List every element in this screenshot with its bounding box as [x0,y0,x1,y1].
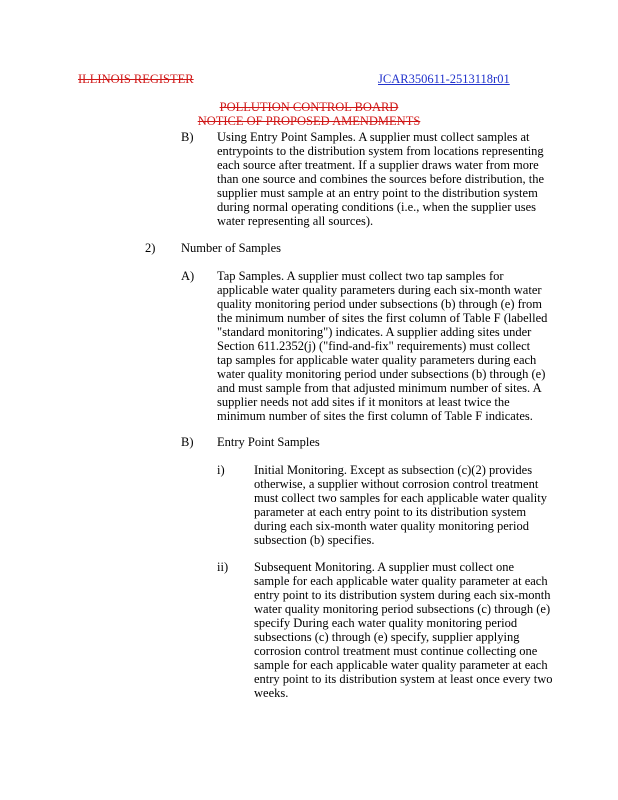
text-line: weeks. [254,686,289,700]
text-line: must collect two samples for each applicable water quality [254,491,547,505]
text-line: "standard monitoring") indicates. A supplier adding sites under [217,325,532,339]
text-line: supplier needs not add sites if it monitors at least twice the [217,395,510,409]
text-line: specify During each water quality monitoring period [254,616,518,630]
text-line: minimum number of sites the first column of Table F indicates. [217,409,533,423]
text-line: sample for each applicable water quality parameter at each [254,574,548,588]
text-line: during each six-month water quality monitoring period [254,519,529,533]
marker-b1: B) [181,130,194,144]
notice-title: NOTICE OF PROPOSED AMENDMENTS [197,114,421,128]
text-line: and must sample from that adjusted minimum number of sites. A [217,381,542,395]
text-line: supplier must sample at an entry point to the distribution system [217,186,538,200]
text-line: parameter at each entry point to its distribution system [254,505,527,519]
text-line: tap samples for applicable water quality parameters during each [217,353,537,367]
text-line: otherwise, a supplier without corrosion control treatment [254,477,539,491]
text-line: entrypoints to the distribution system from locations representing [217,144,544,158]
board-title: POLLUTION CONTROL BOARD [219,100,399,114]
register-header: ILLINOIS REGISTER [78,72,194,86]
text-line: sample for each applicable water quality parameter at each [254,658,548,672]
text-line: subsection (b) specifies. [254,533,375,547]
text-line: water representing all sources). [217,214,374,228]
text-line: corrosion control treatment must continue collecting one [254,644,538,658]
text-line: subsections (c) through (e) specify, supplier applying [254,630,520,644]
marker-a: A) [181,269,195,283]
document-id: JCAR350611-2513118r01 [378,72,510,86]
text-line: quality monitoring period under subsections (b) through (e) from [217,297,542,311]
text-line: water quality monitoring period under subsections (b) through (e) [217,367,546,381]
text-line: water quality monitoring period subsections (c) through (e) [254,602,551,616]
text-line: Tap Samples. A supplier must collect two tap samples for [217,269,504,283]
paragraph-initial-monitoring [254,463,547,547]
paragraph-tap-samples [217,269,547,423]
heading-entry-point-samples: Entry Point Samples [217,435,320,449]
text-line: the minimum number of sites the first column of Table F (labelled [217,311,548,325]
marker-ii: ii) [217,560,229,574]
paragraph-subsequent-monitoring [254,560,553,700]
paragraph-entry-point-samples [217,130,544,228]
text-line: Section 611.2352(j) ("find-and-fix" requirements) must collect [217,339,531,353]
heading-number-of-samples: Number of Samples [181,241,281,255]
marker-2: 2) [145,241,156,255]
text-line: applicable water quality parameters during each six-month water [217,283,542,297]
text-line: Subsequent Monitoring. A supplier must collect one [254,560,515,574]
marker-b2: B) [181,435,194,449]
marker-i: i) [217,463,225,477]
text-line: entry point to its distribution system at least once every two [254,672,553,686]
text-line: entry point to its distribution system during each six-month [254,588,551,602]
text-line: than one source and combines the sources before distribution, the [217,172,544,186]
text-line: Using Entry Point Samples. A supplier must collect samples at [217,130,530,144]
text-line: during normal operating conditions (i.e., when the supplier uses [217,200,537,214]
text-line: each source after treatment. If a supplier draws water from more [217,158,539,172]
text-line: Initial Monitoring. Except as subsection (c)(2) provides [254,463,533,477]
